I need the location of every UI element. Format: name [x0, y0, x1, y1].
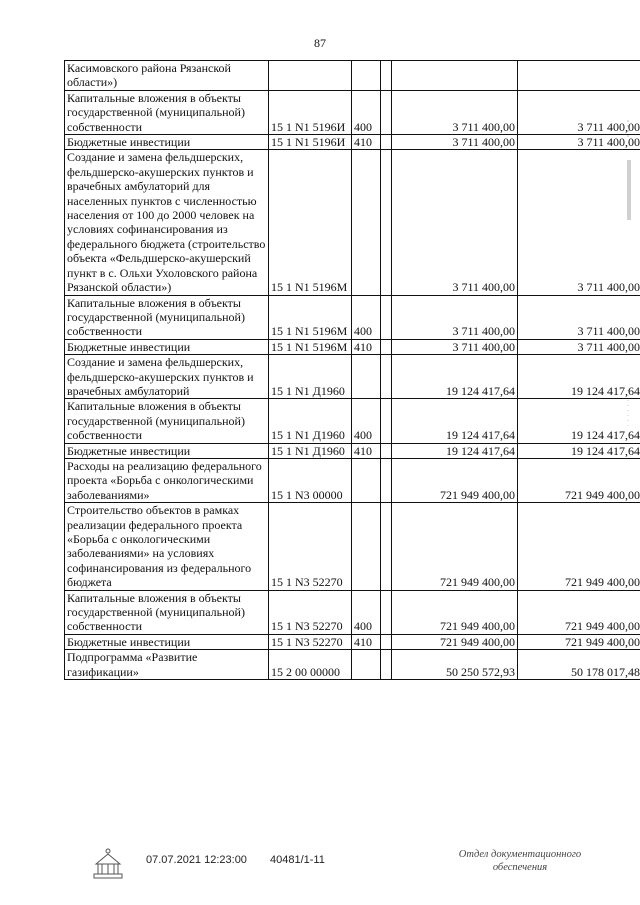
table-row — [65, 634, 640, 649]
row-empty-cell — [381, 295, 392, 339]
row-empty-cell — [381, 443, 392, 458]
row-sum-year1-cell: 3 711 400,00 — [392, 135, 518, 150]
row-code-cell: 15 1 N1 5196М — [269, 295, 352, 339]
table-row — [65, 90, 640, 134]
row-sum-year2-cell: 50 178 017,48 — [518, 650, 640, 680]
table-row — [65, 399, 640, 443]
row-sum-year1-cell: 50 250 572,93 — [392, 650, 518, 680]
table-row — [65, 503, 640, 590]
row-name-cell: Создание и замена фельдшерских, фельдшерско-акушерских пунктов и врачебных амбулаторий для населенных пунктов с численностью населения от 100 до 2000 человек на условиях софинансирования из федерального бюджета (строительство объекта «Фельдшерско-акушерский пункт в с. Ольхи Ухоловского района Рязанской области») — [65, 150, 269, 295]
row-empty-cell — [381, 650, 392, 680]
row-expense-type-cell — [352, 458, 381, 502]
row-name-cell: Бюджетные инвестиции — [65, 135, 269, 150]
row-name-cell: Создание и замена фельдшерских, фельдшерско-акушерских пунктов и врачебных амбулаторий — [65, 355, 269, 399]
row-sum-year2-cell: 3 711 400,00 — [518, 295, 640, 339]
stamp-line-1: Отдел документационного — [458, 849, 582, 860]
table-row — [65, 135, 640, 150]
row-name-cell: Бюджетные инвестиции — [65, 339, 269, 354]
row-name-cell: Строительство объектов в рамках реализации федерального проекта «Борьба с онкологическими заболеваниями» на условиях софинансирования из федерального бюджета — [65, 503, 269, 590]
table-row — [65, 61, 640, 91]
row-code-cell: 15 1 N1 5196М — [269, 339, 352, 354]
department-stamp — [440, 848, 600, 874]
scan-margin-mark — [624, 160, 634, 220]
row-code-cell: 15 1 N1 5196И — [269, 90, 352, 134]
page-number: 87 — [314, 36, 326, 50]
row-expense-type-cell: 400 — [352, 399, 381, 443]
row-sum-year2-cell: 721 949 400,00 — [518, 458, 640, 502]
row-sum-year1-cell: 721 949 400,00 — [392, 458, 518, 502]
row-expense-type-cell — [352, 61, 381, 91]
row-expense-type-cell — [352, 650, 381, 680]
row-expense-type-cell — [352, 355, 381, 399]
row-empty-cell — [381, 503, 392, 590]
table-row — [65, 355, 640, 399]
row-expense-type-cell: 410 — [352, 135, 381, 150]
row-code-cell: 15 1 N3 52270 — [269, 634, 352, 649]
row-sum-year2-cell: 19 124 417,64 — [518, 355, 640, 399]
footer-doc-number: 40481/1-11 — [270, 854, 325, 866]
row-sum-year1-cell: 721 949 400,00 — [392, 503, 518, 590]
row-name-cell: Капитальные вложения в объекты государственной (муниципальной) собственности — [65, 399, 269, 443]
row-empty-cell — [381, 150, 392, 295]
row-empty-cell — [381, 590, 392, 634]
row-sum-year2-cell: 19 124 417,64 — [518, 399, 640, 443]
table-row — [65, 590, 640, 634]
row-sum-year2-cell: 721 949 400,00 — [518, 634, 640, 649]
row-sum-year2-cell: 3 711 400,00 — [518, 150, 640, 295]
row-expense-type-cell — [352, 150, 381, 295]
row-sum-year1-cell: 3 711 400,00 — [392, 150, 518, 295]
row-expense-type-cell: 410 — [352, 339, 381, 354]
footer-date: 07.07.2021 12:23:00 — [146, 854, 247, 866]
row-name-cell: Бюджетные инвестиции — [65, 443, 269, 458]
row-sum-year2-cell: 721 949 400,00 — [518, 590, 640, 634]
row-name-cell: Касимовского района Рязанской области») — [65, 61, 269, 91]
row-sum-year2-cell: 3 711 400,00 — [518, 339, 640, 354]
emblem-icon — [88, 846, 128, 882]
row-name-cell: Бюджетные инвестиции — [65, 634, 269, 649]
row-code-cell: 15 1 N1 5196И — [269, 135, 352, 150]
table-row — [65, 443, 640, 458]
row-sum-year1-cell — [392, 61, 518, 91]
row-empty-cell — [381, 458, 392, 502]
row-expense-type-cell: 410 — [352, 634, 381, 649]
table-row — [65, 339, 640, 354]
table-row — [65, 295, 640, 339]
row-empty-cell — [381, 339, 392, 354]
row-code-cell: 15 1 N3 00000 — [269, 458, 352, 502]
row-name-cell: Капитальные вложения в объекты государственной (муниципальной) собственности — [65, 590, 269, 634]
row-name-cell: Подпрограмма «Развитие газификации» — [65, 650, 269, 680]
row-code-cell: 15 1 N1 5196М — [269, 150, 352, 295]
row-sum-year1-cell: 19 124 417,64 — [392, 355, 518, 399]
row-sum-year1-cell: 19 124 417,64 — [392, 443, 518, 458]
row-name-cell: Капитальные вложения в объекты государственной (муниципальной) собственности — [65, 295, 269, 339]
row-sum-year2-cell — [518, 61, 640, 91]
budget-table — [64, 60, 640, 680]
row-code-cell: 15 1 N3 52270 — [269, 590, 352, 634]
row-empty-cell — [381, 61, 392, 91]
row-expense-type-cell: 400 — [352, 590, 381, 634]
row-sum-year1-cell: 3 711 400,00 — [392, 295, 518, 339]
row-empty-cell — [381, 634, 392, 649]
row-expense-type-cell — [352, 503, 381, 590]
row-empty-cell — [381, 135, 392, 150]
row-sum-year2-cell: 721 949 400,00 — [518, 503, 640, 590]
table-row — [65, 458, 640, 502]
row-sum-year2-cell: 19 124 417,64 — [518, 443, 640, 458]
row-expense-type-cell: 400 — [352, 295, 381, 339]
stamp-line-2: обеспечения — [492, 862, 548, 873]
row-code-cell — [269, 61, 352, 91]
row-sum-year2-cell: 3 711 400,00 — [518, 135, 640, 150]
row-code-cell: 15 1 N3 52270 — [269, 503, 352, 590]
row-sum-year1-cell: 721 949 400,00 — [392, 590, 518, 634]
scan-margin-mark — [624, 120, 632, 140]
table-row — [65, 150, 640, 295]
row-sum-year1-cell: 721 949 400,00 — [392, 634, 518, 649]
row-empty-cell — [381, 399, 392, 443]
row-empty-cell — [381, 355, 392, 399]
row-code-cell: 15 1 N1 Д1960 — [269, 443, 352, 458]
row-sum-year1-cell: 3 711 400,00 — [392, 90, 518, 134]
row-code-cell: 15 2 00 00000 — [269, 650, 352, 680]
row-code-cell: 15 1 N1 Д1960 — [269, 355, 352, 399]
row-sum-year2-cell: 3 711 400,00 — [518, 90, 640, 134]
row-expense-type-cell: 400 — [352, 90, 381, 134]
row-sum-year1-cell: 3 711 400,00 — [392, 339, 518, 354]
row-empty-cell — [381, 90, 392, 134]
row-expense-type-cell: 410 — [352, 443, 381, 458]
table-row — [65, 650, 640, 680]
row-name-cell: Расходы на реализацию федерального проекта «Борьба с онкологическими заболеваниями» — [65, 458, 269, 502]
budget-table-body — [65, 61, 640, 680]
row-name-cell: Капитальные вложения в объекты государственной (муниципальной) собственности — [65, 90, 269, 134]
scan-margin-mark — [624, 390, 632, 430]
row-sum-year1-cell: 19 124 417,64 — [392, 399, 518, 443]
row-code-cell: 15 1 N1 Д1960 — [269, 399, 352, 443]
